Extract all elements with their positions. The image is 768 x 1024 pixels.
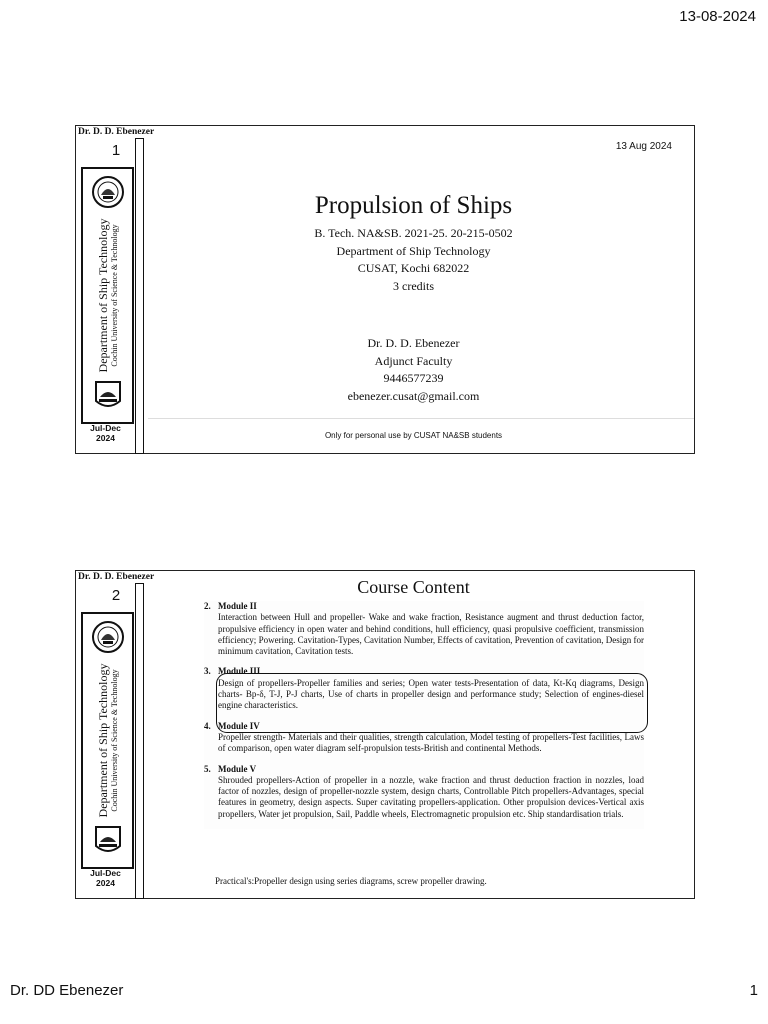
university-name: Cochin University of Science & Technology — [109, 224, 119, 367]
ship-logo-icon — [93, 824, 123, 858]
module-iii-highlight-box — [216, 673, 648, 733]
module-name: Module III — [218, 666, 261, 677]
slide-number: 2 — [111, 587, 121, 604]
module-description: Design of propellers-Propeller families and series; Open water tests-Presentation of data, Kt-Kq diagrams, Design charts- Bp-δ, T-J, P-J charts, Use of charts in propeller design and performance study; Selection of engines-diesel engine characteristics. — [218, 677, 644, 711]
course-title: Propulsion of Ships — [314, 192, 513, 219]
instructor-details — [206, 335, 621, 405]
module-description: Interaction between Hull and propeller- Wake and wake fraction, Resistance augment and thrust deduction factor, propulsive efficiency in open water and behind conditions, hull efficiency, quasi propulsive coefficient, transmission efficiency; Powering. Cavitation-Types, Cavitation Number, Effects of cavitation, Prevention of cavitation, Design for minimum cavitation, Cavitation tests. — [218, 612, 644, 657]
credits-line: 3 credits — [393, 278, 434, 293]
module-description: Shrouded propellers-Action of propeller in a nozzle, wake fraction and thrust deduction fraction in nozzles, load factor of nozzles, design of propeller-nozzle system, design charts, Controllable Pitch propellers-Advantages, special features in geometry, design aspects. Super cavitating propellers-application. Other propulsion devices-Vertical axis propellers, Water jet propulsion, Sail, Paddle wheels, Electromagnetic propulsion etc. Ship standardisation trials. — [218, 774, 644, 819]
department-sidebar — [81, 167, 134, 424]
university-name: Cochin University of Science & Technology — [109, 669, 119, 812]
semester-label: Jul-Dec 2024 — [90, 868, 121, 888]
slide-2 — [75, 570, 695, 899]
module-item: 4. Module IV Propeller strength- Materials and their qualities, strength calculation, Model testing of propellers-Test facilities, Laws of comparison, open water diagram self-propulsion tests-British and continental Methods. — [204, 720, 644, 754]
practicals-note: Practical's:Propeller design using series diagrams, screw propeller drawing. — [215, 876, 487, 886]
slide-title: Course Content — [357, 577, 470, 597]
module-item: 3. Module III Design of propellers-Propeller families and series; Open water tests-Presentation of data, Kt-Kq diagrams, Design charts- Bp-δ, T-J, P-J charts, Use of charts in propeller design and performance study; Selection of engines-diesel engine characteristics. — [204, 666, 644, 711]
page-date: 13-08-2024 — [679, 8, 756, 25]
department-name: Department of Ship Technology — [95, 218, 110, 373]
department-line: Department of Ship Technology — [336, 243, 491, 258]
module-name: Module V — [218, 763, 257, 774]
course-details — [206, 225, 621, 295]
instructor-phone: 9446577239 — [383, 371, 444, 385]
module-name: Module II — [218, 601, 257, 611]
module-name: Module IV — [218, 720, 260, 731]
slide-author-tag: Dr. D. D. Ebenezer — [78, 127, 155, 137]
instructor-name: Dr. D. D. Ebenezer — [367, 336, 460, 350]
instructor-email: ebenezer.cusat@gmail.com — [347, 388, 480, 403]
module-description: Propeller strength- Materials and their qualities, strength calculation, Model testing of propellers-Test facilities, Laws of comparison, open water diagram self-propulsion tests-British and continental Methods. — [218, 731, 644, 754]
footer-divider — [148, 418, 694, 419]
course-code: B. Tech. NA&SB. 2021-25. 20-215-0502 — [314, 226, 513, 240]
module-item: 5. Module V Shrouded propellers-Action of propeller in a nozzle, wake fraction and thrust deduction fraction in nozzles, load factor of nozzles, design of propeller-nozzle system, design charts, Controllable Pitch propellers-Advantages, special features in geometry, design aspects. Super cavitating propellers-application. Other propulsion devices-Vertical axis propellers, Water jet propulsion, Sail, Paddle wheels, Electromagnetic propulsion etc. Ship standardisation trials. — [204, 763, 644, 819]
footer-page-number: 1 — [749, 982, 758, 999]
usage-notice: Only for personal use by CUSAT NA&SB students — [324, 431, 503, 440]
slide-author-tag: Dr. D. D. Ebenezer — [78, 572, 155, 582]
footer-author: Dr. DD Ebenezer — [10, 982, 124, 999]
slide-1 — [75, 125, 695, 454]
instructor-role: Adjunct Faculty — [374, 353, 453, 368]
ship-logo-icon — [93, 379, 123, 413]
slide-divider-bar — [135, 138, 144, 454]
slide-date: 13 Aug 2024 — [615, 141, 672, 152]
department-name: Department of Ship Technology — [95, 663, 110, 818]
location-line: CUSAT, Kochi 682022 — [357, 261, 470, 275]
slide-number: 1 — [111, 142, 121, 159]
module-item: 2. Module II Interaction between Hull and propeller- Wake and wake fraction, Resistance augment and thrust deduction factor, propulsive efficiency in open water and behind conditions, hull efficiency, quasi propulsive coefficient, transmission efficiency; Powering. Cavitation-Types, Cavitation Number, Effects of cavitation, Prevention of cavitation, Design for minimum cavitation, Cavitation tests. — [204, 601, 644, 657]
slide-divider-bar — [135, 583, 144, 899]
department-sidebar — [81, 612, 134, 869]
semester-label: Jul-Dec 2024 — [90, 423, 121, 443]
